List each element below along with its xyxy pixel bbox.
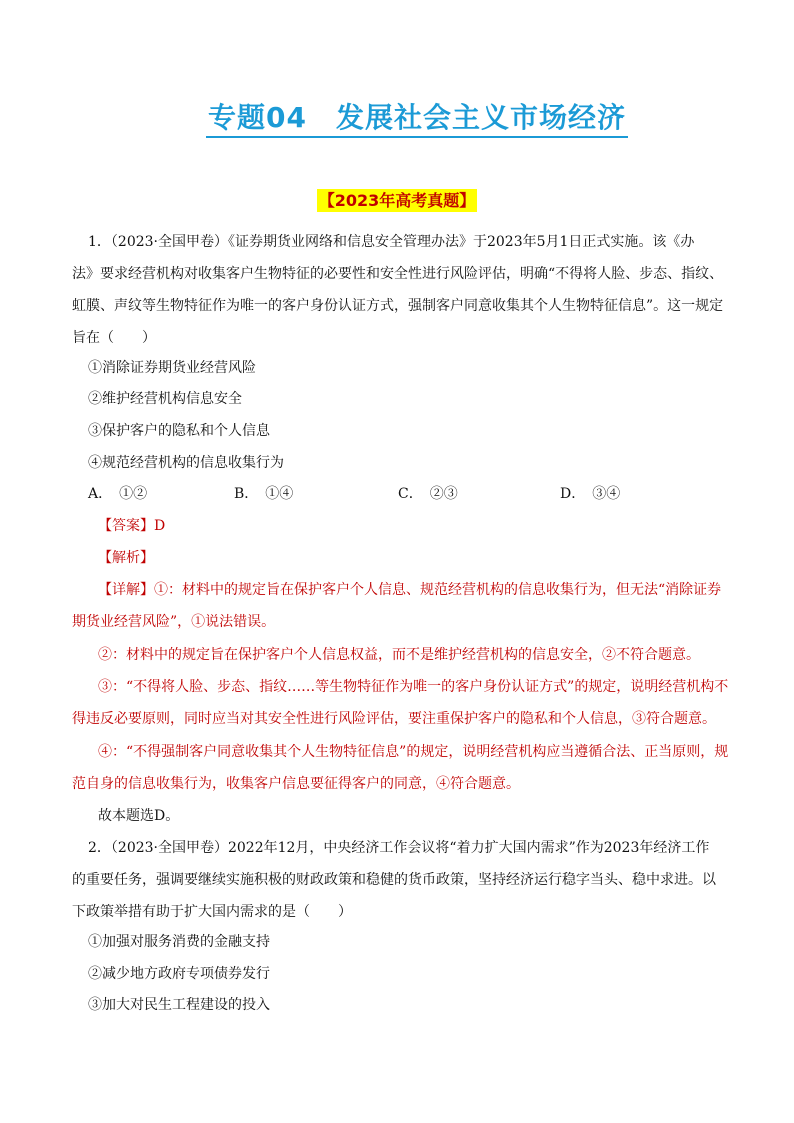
q1-analysis-label: 【解析】 xyxy=(98,550,154,566)
q1-answer: 【答案】D xyxy=(98,518,166,534)
q1-item-4: ④规范经营机构的信息收集行为 xyxy=(88,455,284,471)
title-text: 专题04 发展社会主义市场经济 xyxy=(206,101,628,138)
q1-stem-line-2: 法》要求经营机构对收集客户生物特征的必要性和安全性进行风险评估，明确“不得将人脸、步态、指纹、 xyxy=(72,266,724,282)
q1-detail-line-1: 【详解】①：材料中的规定旨在保护客户个人信息、规范经营机构的信息收集行为，但无法“消除证券 xyxy=(98,582,722,598)
q1-item-2: ②维护经营机构信息安全 xyxy=(88,391,242,407)
q1-stem-line-4: 旨在（ ） xyxy=(72,330,156,346)
q2-stem-line-1: 2．（2023·全国甲卷）2022年12月，中央经济工作会议将“着力扩大国内需求”作为2023年经济工作 xyxy=(88,840,710,856)
q1-detail-line-6: ④：“不得强制客户同意收集其个人生物特征信息”的规定，说明经营机构应当遵循合法、正当原则，规 xyxy=(98,744,729,760)
q1-item-3: ③保护客户的隐私和个人信息 xyxy=(88,423,270,439)
q1-option-a: A． ①② xyxy=(88,486,148,502)
q1-detail-line-3: ②：材料中的规定旨在保护客户个人信息权益，而不是维护经营机构的信息安全，②不符合题意。 xyxy=(98,647,700,663)
q1-detail-line-7: 范自身的信息收集行为，收集客户信息要征得客户的同意，④符合题意。 xyxy=(72,776,520,792)
q2-item-2: ②减少地方政府专项债券发行 xyxy=(88,966,270,982)
q1-option-c: C． ②③ xyxy=(398,486,458,502)
document-title xyxy=(0,96,794,136)
q1-detail-line-5: 得违反必要原则，同时应当对其安全性进行风险评估，要注重保护客户的隐私和个人信息，③符合题意。 xyxy=(72,711,716,727)
q2-stem-line-3: 下政策举措有助于扩大国内需求的是（ ） xyxy=(72,904,352,920)
q1-option-b: B． ①④ xyxy=(234,486,294,502)
q2-stem-line-2: 的重要任务，强调要继续实施积极的财政政策和稳健的货币政策，坚持经济运行稳字当头、稳中求进。以 xyxy=(72,872,716,888)
q1-option-d: D． ③④ xyxy=(560,486,621,502)
q1-detail-line-4: ③：“不得将人脸、步态、指纹……等生物特征作为唯一的客户身份认证方式”的规定，说明经营机构不 xyxy=(98,679,729,695)
q1-detail-line-2: 期货业经营风险”，①说法错误。 xyxy=(72,614,276,630)
q2-item-3: ③加大对民生工程建设的投入 xyxy=(88,997,270,1013)
section-heading xyxy=(0,188,794,211)
q2-item-1: ①加强对服务消费的金融支持 xyxy=(88,934,270,950)
q1-stem-line-1: 1．（2023·全国甲卷）《证券期货业网络和信息安全管理办法》于2023年5月1日正式实施。该《办 xyxy=(88,234,695,250)
q1-item-1: ①消除证券期货业经营风险 xyxy=(88,360,256,376)
q1-conclusion: 故本题选D。 xyxy=(98,808,180,824)
q1-stem-line-3: 虹膜、声纹等生物特征作为唯一的客户身份认证方式，强制客户同意收集其个人生物特征信息”。这一规定 xyxy=(72,298,724,314)
section-heading-text: 【2023年高考真题】 xyxy=(318,191,476,210)
